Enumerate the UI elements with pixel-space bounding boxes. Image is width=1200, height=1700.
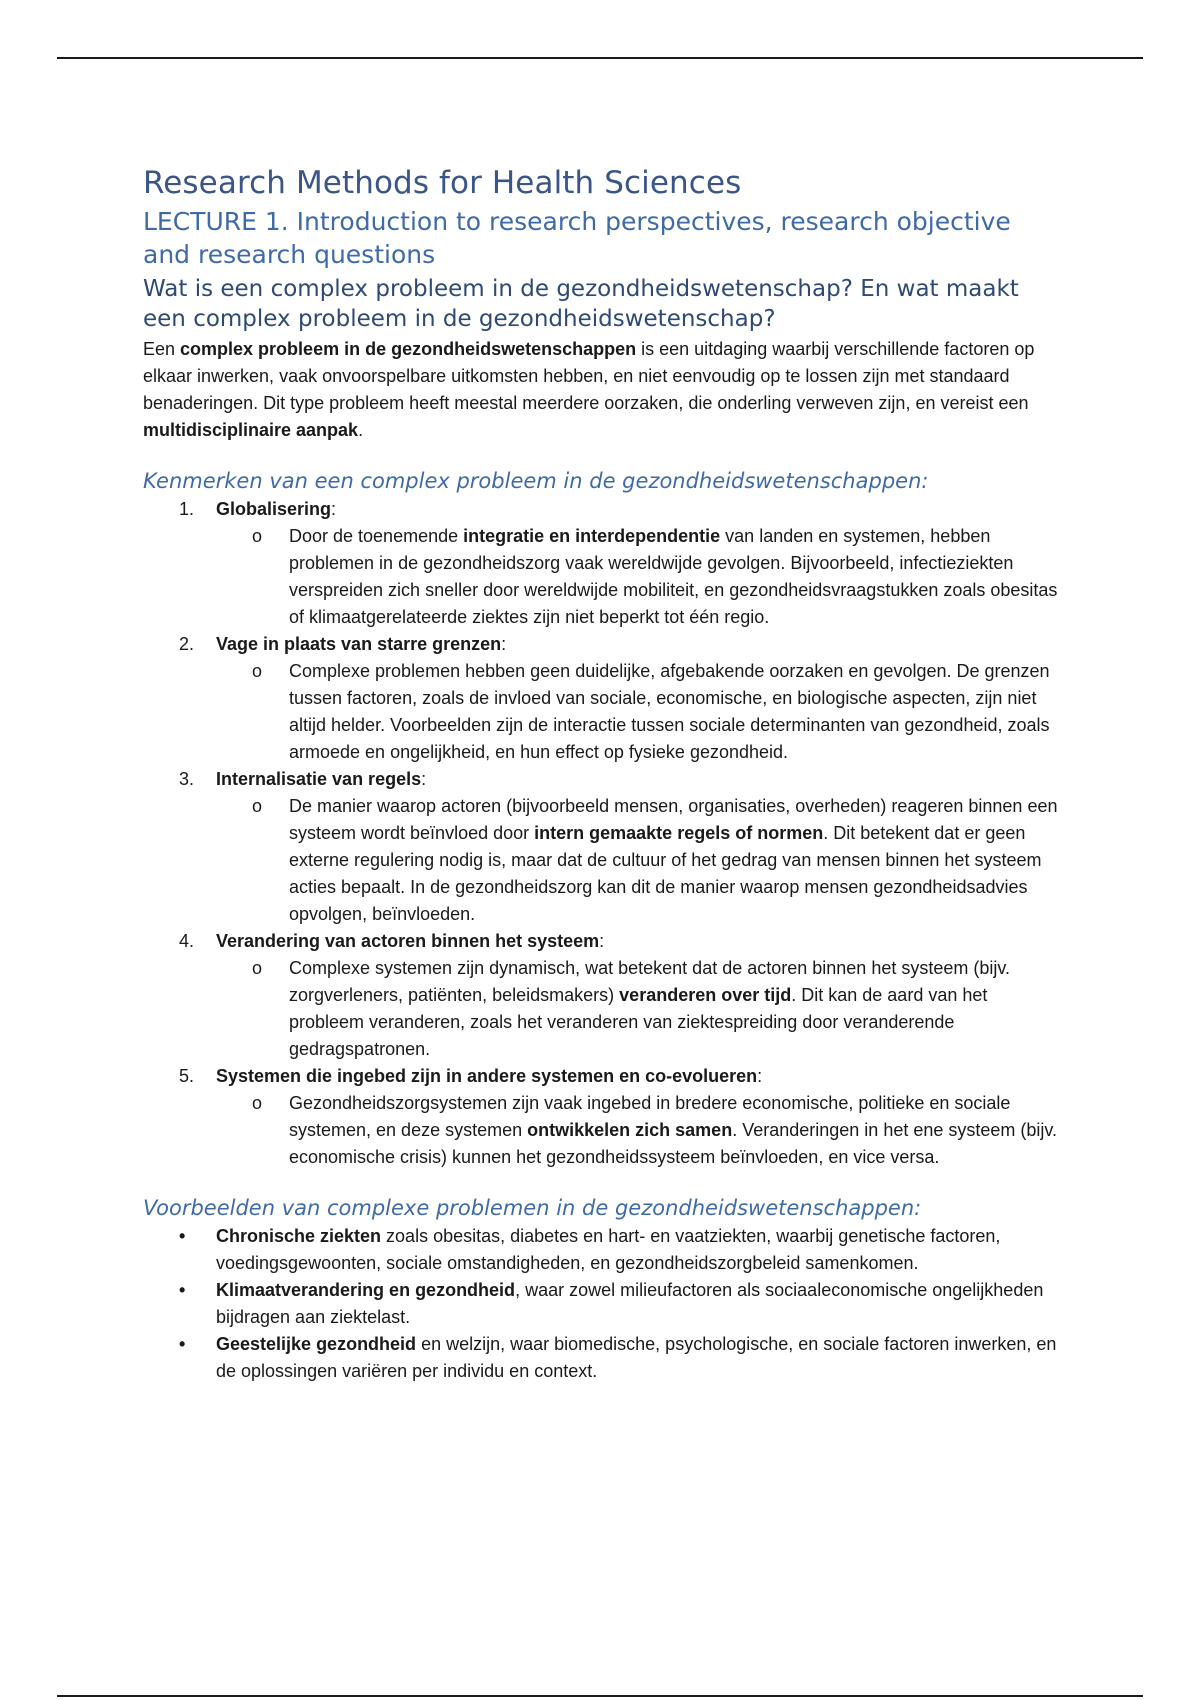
intro-bold-term: multidisciplinaire aanpak xyxy=(143,420,359,440)
example-bold-term: Klimaatverandering en gezondheid xyxy=(216,1280,516,1300)
example-item xyxy=(143,1331,1063,1385)
question-heading: Wat is een complex probleem in de gezondheidswetenschap? En wat maakt een complex probleem in de gezondheidswetenschap? xyxy=(143,276,1019,332)
sub-bullet: o xyxy=(252,1093,263,1113)
sub-text: . Dit kan de aard van het probleem veranderen, zoals het veranderen van ziektespreiding door veranderende gedragspatronen. xyxy=(289,985,988,1059)
intro-text: . xyxy=(358,420,364,440)
feature-colon: : xyxy=(599,931,605,951)
sub-text: van landen en systemen, hebben problemen in de gezondheidszorg vaak wereldwijde gevolgen. Bijvoorbeeld, infectieziekten verspreiden zich sneller door wereldwijde mobiliteit, en gezondheidsvraagstukken zoals obesitas of klimaatgerelateerde ziektes zijn niet beperkt tot één regio. xyxy=(289,526,1058,627)
feature-sublist xyxy=(216,793,1063,928)
intro-text: is een uitdaging waarbij verschillende factoren op elkaar inwerken, vaak onvoorspelbare uitkomsten hebben, en niet eenvoudig op te lossen zijn met standaard benaderingen. Dit type probleem heeft meestal meerdere oorzaken, die onderling verweven zijn, en vereist een xyxy=(143,339,1035,413)
feature-number: 2. xyxy=(179,634,195,654)
examples-list xyxy=(143,1223,1063,1385)
sub-bold-term: integratie en interdependentie xyxy=(463,526,721,546)
feature-item xyxy=(143,496,1063,631)
feature-colon: : xyxy=(421,769,427,789)
example-bullet: • xyxy=(179,1334,186,1354)
sub-text: De manier waarop actoren (bijvoorbeeld mensen, organisaties, overheden) reageren binnen een systeem wordt beïnvloed door xyxy=(289,796,1058,843)
feature-number: 1. xyxy=(179,499,195,519)
feature-sublist xyxy=(216,1090,1063,1171)
feature-label: Verandering van actoren binnen het systeem xyxy=(216,931,600,951)
feature-sublist xyxy=(216,955,1063,1063)
sub-bullet: o xyxy=(252,526,263,546)
example-bullet: • xyxy=(179,1280,186,1300)
section-heading-kenmerken: Kenmerken van een complex probleem in de gezondheidswetenschappen: xyxy=(143,469,929,493)
feature-sublist xyxy=(216,523,1063,631)
sub-bullet: o xyxy=(252,796,263,816)
sub-text: . Veranderingen in het ene systeem (bijv. economische crisis) kunnen het gezondheidssysteem beïnvloeden, en vice versa. xyxy=(289,1120,1058,1167)
footer-rule xyxy=(57,1695,1143,1697)
sub-bold-term: intern gemaakte regels of normen xyxy=(534,823,824,843)
feature-colon: : xyxy=(501,634,507,654)
example-bold-term: Chronische ziekten xyxy=(216,1226,382,1246)
sub-text: Complexe systemen zijn dynamisch, wat betekent dat de actoren binnen het systeem (bijv. zorgverleners, patiënten, beleidsmakers) xyxy=(289,958,1011,1005)
example-item xyxy=(143,1223,1063,1277)
sub-bold-term: ontwikkelen zich samen xyxy=(527,1120,733,1140)
feature-item xyxy=(143,631,1063,766)
feature-colon: : xyxy=(757,1066,763,1086)
example-text: , waar zowel milieufactoren als sociaaleconomische ongelijkheden bijdragen aan ziektelast. xyxy=(216,1280,1044,1327)
sub-bullet: o xyxy=(252,661,263,681)
feature-item xyxy=(143,1063,1063,1171)
feature-item xyxy=(143,928,1063,1063)
sub-text: . Dit betekent dat er geen externe regulering nodig is, maar dat de cultuur of het gedrag van mensen binnen het systeem acties bepaalt. In de gezondheidszorg kan dit de manier waarop mensen gezondheidsadvies opvolgen, beïnvloeden. xyxy=(289,823,1042,924)
sub-bullet: o xyxy=(252,958,263,978)
lecture-heading: LECTURE 1. Introduction to research perspectives, research objective and research questions xyxy=(143,207,1011,269)
feature-subitem xyxy=(216,955,1063,1063)
sub-text: Complexe problemen hebben geen duidelijke, afgebakende oorzaken en gevolgen. De grenzen tussen factoren, zoals de invloed van sociale, economische, en biologische aspecten, zijn niet altijd helder. Voorbeelden zijn de interactie tussen sociale determinanten van gezondheid, zoals armoede en ongelijkheid, en hun effect op fysieke gezondheid. xyxy=(289,661,1050,762)
header-rule xyxy=(57,57,1143,59)
feature-subitem xyxy=(216,658,1063,766)
feature-label: Vage in plaats van starre grenzen xyxy=(216,634,502,654)
feature-label: Internalisatie van regels xyxy=(216,769,422,789)
example-bullet: • xyxy=(179,1226,186,1246)
feature-label: Globalisering xyxy=(216,499,332,519)
feature-number: 3. xyxy=(179,769,195,789)
feature-number: 5. xyxy=(179,1066,195,1086)
features-list xyxy=(143,496,1063,1171)
sub-text: Door de toenemende xyxy=(289,526,464,546)
section-heading-voorbeelden: Voorbeelden van complexe problemen in de gezondheidswetenschappen: xyxy=(143,1196,922,1220)
document-page xyxy=(143,163,1063,1385)
sub-bold-term: veranderen over tijd xyxy=(619,985,792,1005)
example-text: en welzijn, waar biomedische, psychologische, en sociale factoren inwerken, en de oplossingen variëren per individu en context. xyxy=(216,1334,1057,1381)
intro-bold-term: complex probleem in de gezondheidswetenschappen xyxy=(180,339,637,359)
feature-item xyxy=(143,766,1063,928)
feature-subitem xyxy=(216,1090,1063,1171)
feature-label: Systemen die ingebed zijn in andere systemen en co-evolueren xyxy=(216,1066,758,1086)
example-text: zoals obesitas, diabetes en hart- en vaatziekten, waarbij genetische factoren, voedingsgewoonten, sociale omstandigheden, en gezondheidszorgbeleid samenkomen. xyxy=(216,1226,1001,1273)
intro-paragraph xyxy=(143,336,1063,444)
document-title: Research Methods for Health Sciences xyxy=(143,165,742,201)
feature-sublist xyxy=(216,658,1063,766)
sub-text: Gezondheidszorgsystemen zijn vaak ingebed in bredere economische, politieke en sociale systemen, en deze systemen xyxy=(289,1093,1011,1140)
example-bold-term: Geestelijke gezondheid xyxy=(216,1334,417,1354)
feature-number: 4. xyxy=(179,931,195,951)
feature-colon: : xyxy=(331,499,337,519)
intro-text: Een xyxy=(143,339,181,359)
example-item xyxy=(143,1277,1063,1331)
feature-subitem xyxy=(216,523,1063,631)
feature-subitem xyxy=(216,793,1063,928)
